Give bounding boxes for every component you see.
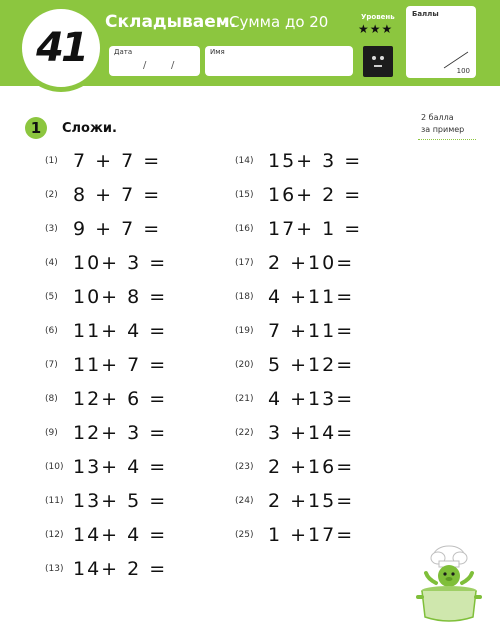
exercise-index: (4)	[45, 258, 58, 268]
date-field[interactable]	[109, 46, 200, 76]
exercise-expression[interactable]: 16+ 2 =	[268, 184, 363, 206]
section-title: Сложи.	[62, 121, 117, 136]
worksheet-title: Складываем.	[105, 12, 237, 32]
exercise-expression[interactable]: 2 +16=	[268, 456, 355, 478]
exercise-index: (6)	[45, 326, 58, 336]
score-box[interactable]	[406, 6, 476, 78]
level-stars-icon: ★★★	[358, 22, 394, 36]
exercise-expression[interactable]: 14+ 4 =	[73, 524, 168, 546]
exercise-index: (24)	[235, 496, 254, 506]
points-line: за пример	[421, 125, 465, 134]
exercise-index: (19)	[235, 326, 254, 336]
exercise-expression[interactable]: 3 +14=	[268, 422, 355, 444]
points-line: 2 балла	[421, 113, 454, 122]
points-note	[421, 112, 464, 136]
exercise-expression[interactable]: 4 +13=	[268, 388, 355, 410]
worksheet-subtitle: Сумма до 20	[229, 13, 329, 31]
lesson-number: 41	[36, 25, 86, 71]
exercise-index: (21)	[235, 394, 254, 404]
exercise-expression[interactable]: 7 + 7 =	[73, 150, 162, 172]
exercise-index: (2)	[45, 190, 58, 200]
exercise-expression[interactable]: 10+ 3 =	[73, 252, 168, 274]
exercise-expression[interactable]: 11+ 4 =	[73, 320, 168, 342]
score-label: Баллы	[412, 10, 439, 18]
section-number: 1	[25, 117, 47, 139]
points-divider	[418, 139, 476, 140]
exercise-index: (12)	[45, 530, 64, 540]
exercise-index: (7)	[45, 360, 58, 370]
exercise-expression[interactable]: 9 + 7 =	[73, 218, 162, 240]
exercise-index: (14)	[235, 156, 254, 166]
exercise-index: (23)	[235, 462, 254, 472]
exercise-expression[interactable]: 15+ 3 =	[268, 150, 363, 172]
exercise-expression[interactable]: 2 +15=	[268, 490, 355, 512]
exercise-expression[interactable]: 12+ 3 =	[73, 422, 168, 444]
date-separator: /	[143, 60, 147, 71]
exercise-index: (20)	[235, 360, 254, 370]
exercise-index: (8)	[45, 394, 58, 404]
exercise-index: (5)	[45, 292, 58, 302]
lesson-badge	[17, 4, 105, 92]
exercise-expression[interactable]: 14+ 2 =	[73, 558, 168, 580]
date-label: Дата	[114, 48, 133, 56]
exercise-index: (17)	[235, 258, 254, 268]
name-label: Имя	[210, 48, 225, 56]
exercise-index: (15)	[235, 190, 254, 200]
exercise-index: (16)	[235, 224, 254, 234]
exercise-expression[interactable]: 11+ 7 =	[73, 354, 168, 376]
cook-pot-illustration	[406, 545, 492, 625]
exercise-index: (11)	[45, 496, 64, 506]
exercise-expression[interactable]: 7 +11=	[268, 320, 355, 342]
exercise-expression[interactable]: 2 +10=	[268, 252, 355, 274]
exercise-expression[interactable]: 17+ 1 =	[268, 218, 363, 240]
score-max: 100	[456, 67, 470, 75]
exercise-index: (1)	[45, 156, 58, 166]
exercise-expression[interactable]: 10+ 8 =	[73, 286, 168, 308]
exercise-index: (9)	[45, 428, 58, 438]
name-field[interactable]	[205, 46, 353, 76]
exercise-index: (22)	[235, 428, 254, 438]
exercise-expression[interactable]: 4 +11=	[268, 286, 355, 308]
exercise-index: (3)	[45, 224, 58, 234]
exercise-expression[interactable]: 5 +12=	[268, 354, 355, 376]
exercise-expression[interactable]: 8 + 7 =	[73, 184, 162, 206]
exercise-expression[interactable]: 12+ 6 =	[73, 388, 168, 410]
level-label: Уровень	[361, 13, 395, 21]
level-character-icon	[363, 46, 393, 77]
exercise-index: (10)	[45, 462, 64, 472]
exercise-index: (18)	[235, 292, 254, 302]
exercise-index: (13)	[45, 564, 64, 574]
exercise-expression[interactable]: 1 +17=	[268, 524, 355, 546]
date-separator: /	[171, 60, 175, 71]
exercise-index: (25)	[235, 530, 254, 540]
exercise-expression[interactable]: 13+ 4 =	[73, 456, 168, 478]
exercise-expression[interactable]: 13+ 5 =	[73, 490, 168, 512]
